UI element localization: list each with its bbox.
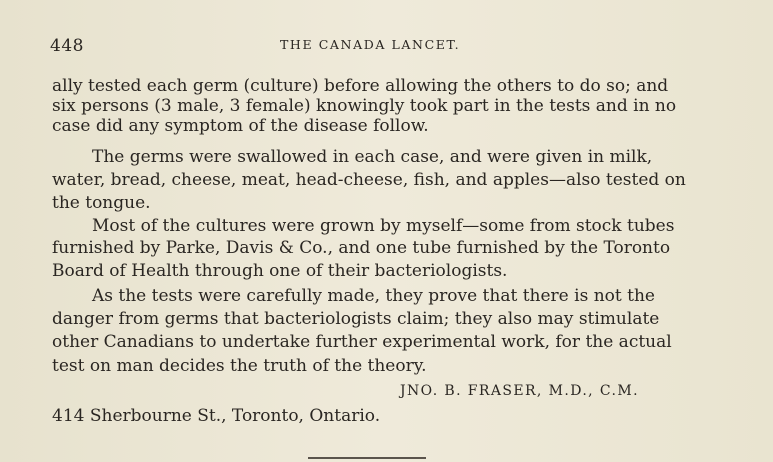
signature: JNO. B. FRASER, M.D., C.M. — [400, 383, 639, 399]
text-line: the tongue. — [52, 193, 151, 213]
text-line: furnished by Parke, Davis & Co., and one tube furnished by the Toronto — [52, 238, 671, 258]
page-header — [50, 36, 690, 58]
running-head: THE CANADA LANCET. — [280, 37, 461, 52]
text-line: As the tests were carefully made, they prove that there is not the — [92, 286, 655, 306]
text-line: Most of the cultures were grown by myself—some from stock tubes — [92, 216, 675, 236]
text-line: test on man decides the truth of the theory. — [52, 356, 427, 376]
text-line: other Canadians to undertake further experimental work, for the actual — [52, 332, 672, 352]
text-line: The germs were swallowed in each case, and were given in milk, — [92, 147, 653, 167]
text-line: six persons (3 male, 3 female) knowingly took part in the tests and in no — [52, 96, 677, 116]
text-line: ally tested each germ (culture) before allowing the others to do so; and — [52, 76, 669, 96]
text-line: Board of Health through one of their bacteriologists. — [52, 261, 508, 281]
page-number: 448 — [50, 36, 84, 56]
address: 414 Sherbourne St., Toronto, Ontario. — [52, 406, 381, 426]
text-line: water, bread, cheese, meat, head-cheese, fish, and apples—also tested on — [52, 170, 686, 190]
divider-rule — [308, 457, 426, 459]
text-line: danger from germs that bacteriologists claim; they also may stimulate — [52, 309, 660, 329]
text-line: case did any symptom of the disease follow. — [52, 116, 429, 136]
